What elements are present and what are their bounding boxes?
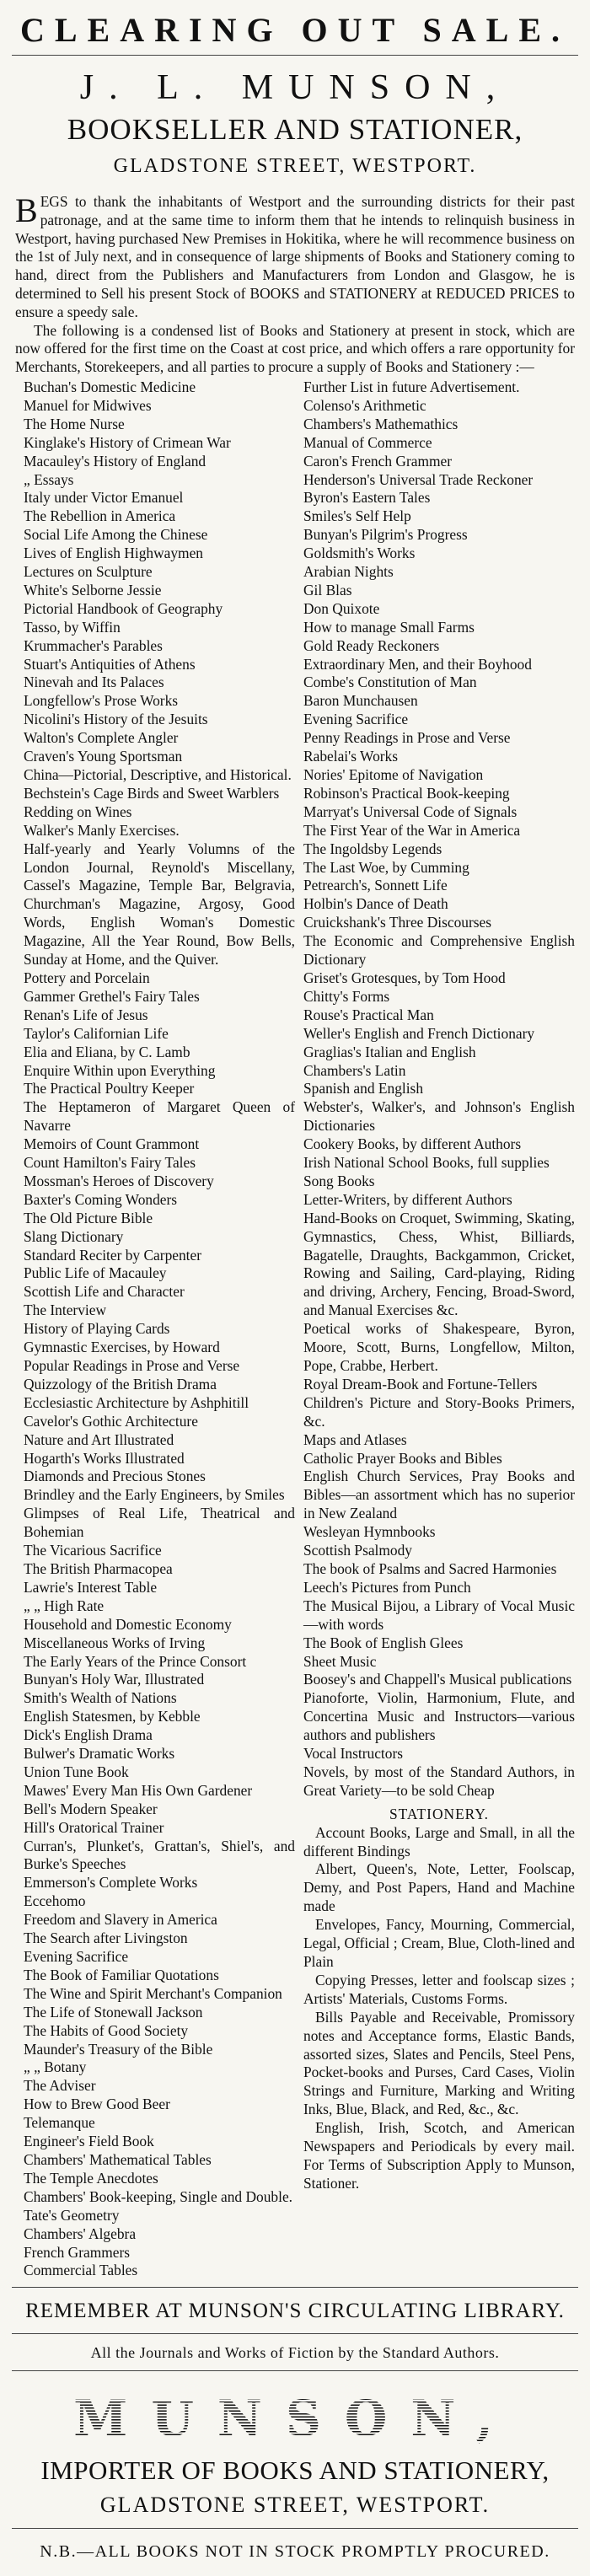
intro-text bbox=[15, 193, 575, 377]
list-item: The Adviser bbox=[24, 2077, 96, 2095]
intro-paragraph-1-text: EGS to thank the inhabitants of Westport and the surrounding districts for their past patronage, and at the same time to inform them that he intends to relinquish business in Westport, having purchased New Premises in Hokitika, where he will recommence business on the 1st of July next, and in consequence of large shipments of Books and Stationery coming to hand, direct from the Publishers and Manufacturers from London and Glasgow, he is determined to Sell his present Stock of BOOKS and STATIONERY at REDUCED PRICES to ensure a speedy sale. bbox=[15, 193, 575, 320]
list-item: Weller's English and French Dictionary bbox=[303, 1024, 535, 1042]
list-item: The Wine and Spirit Merchant's Companion bbox=[24, 1984, 282, 2002]
list-item: Lawrie's Interest Table bbox=[24, 1578, 158, 1596]
shop-address: GLADSTONE STREET, WESTPORT. bbox=[113, 155, 477, 177]
list-item: Vocal Instructors bbox=[303, 1745, 404, 1763]
list-item: Scottish Life and Character bbox=[24, 1283, 185, 1301]
list-item: The British Pharmacopea bbox=[24, 1559, 173, 1577]
list-item: Petrearch's, Sonnett Life bbox=[303, 877, 448, 894]
list-item: Glimpses of Real Life, Theatrical and Bohemian bbox=[24, 1505, 295, 1541]
list-item: Envelopes, Fancy, Mourning, Commercial, Legal, Official ; Cream, Blue, Cloth-lined and Plain bbox=[303, 1916, 575, 1970]
list-item: Rouse's Practical Man bbox=[303, 1006, 434, 1023]
list-item: Graglias's Italian and English bbox=[303, 1043, 476, 1060]
list-item: Household and Domestic Economy bbox=[24, 1615, 232, 1633]
list-item: Hill's Oratorical Trainer bbox=[24, 1818, 164, 1836]
list-item: The Habits of Good Society bbox=[24, 2021, 189, 2039]
list-item: Song Books bbox=[303, 1172, 375, 1189]
list-item: Renan's Life of Jesus bbox=[24, 1006, 148, 1023]
merchant-name: J. L. MUNSON, bbox=[79, 68, 511, 107]
list-item: How to Brew Good Beer bbox=[24, 2096, 170, 2113]
trade-title: BOOKSELLER AND STATIONER, bbox=[67, 113, 523, 146]
list-item: Chambers' Book-keeping, Single and Double. bbox=[24, 2187, 293, 2205]
list-item: Kinglake's History of Crimean War bbox=[24, 433, 231, 451]
book-list-right-items bbox=[303, 378, 575, 1801]
list-item: Irish National School Books, full supplies bbox=[303, 1154, 550, 1172]
list-item: Tasso, by Wiffin bbox=[24, 618, 121, 636]
list-item: The First Year of the War in America bbox=[303, 821, 521, 839]
list-item: Stuart's Antiquities of Athens bbox=[24, 655, 196, 673]
list-item: Tate's Geometry bbox=[24, 2206, 120, 2224]
intro-paragraph-1 bbox=[15, 193, 575, 322]
list-item: English, Irish, Scotch, and American Newspapers and Periodicals by every mail. For Terms of Subscription Apply to Munson, Stationer. bbox=[303, 2119, 575, 2192]
book-list-left bbox=[15, 378, 295, 2280]
list-item: Redding on Wines bbox=[24, 802, 132, 820]
list-item: Mossman's Heroes of Discovery bbox=[24, 1172, 214, 1189]
list-item: Baxter's Coming Wonders bbox=[24, 1190, 178, 1208]
list-item: Wesleyan Hymnbooks bbox=[303, 1523, 436, 1541]
list-item: Freedom and Slavery in America bbox=[24, 1911, 217, 1929]
list-item: Maps and Atlases bbox=[303, 1430, 407, 1448]
divider bbox=[12, 2287, 578, 2288]
list-item: Dick's English Drama bbox=[24, 1726, 153, 1744]
list-item: Slang Dictionary bbox=[24, 1227, 124, 1245]
list-item: The Book of English Glees bbox=[303, 1634, 464, 1651]
list-item: Memoirs of Count Grammont bbox=[24, 1135, 200, 1153]
circulating-library-notice: REMEMBER AT MUNSON'S CIRCULATING LIBRARY. bbox=[25, 2300, 565, 2323]
list-item: Colenso's Arithmetic bbox=[303, 396, 426, 414]
list-item: Pictorial Handbook of Geography bbox=[24, 599, 223, 617]
list-item: Standard Reciter by Carpenter bbox=[24, 1246, 202, 1264]
list-item: Ninevah and Its Palaces bbox=[24, 674, 164, 691]
list-item: Royal Dream-Book and Fortune-Tellers bbox=[303, 1375, 538, 1393]
list-item: Marryat's Universal Code of Signals bbox=[303, 802, 518, 820]
list-item: Poetical works of Shakespeare, Byron, Moore, Scott, Burns, Longfellow, Milton, Pope, Crabbe, Herbert. bbox=[303, 1320, 575, 1374]
list-item: Union Tune Book bbox=[24, 1763, 129, 1780]
list-item: Hogarth's Works Illustrated bbox=[24, 1449, 185, 1467]
list-item: Chambers' Algebra bbox=[24, 2224, 137, 2242]
list-item: The Old Picture Bible bbox=[24, 1209, 153, 1226]
list-item: Don Quixote bbox=[303, 599, 380, 617]
list-item: Diamonds and Precious Stones bbox=[24, 1468, 206, 1485]
headline: CLEARING OUT SALE. bbox=[19, 11, 571, 49]
list-item: Holbin's Dance of Death bbox=[303, 895, 448, 913]
list-item: Hand-Books on Croquet, Swimming, Skating, Gymnastics, Chess, Whist, Billiards, Bagatelle, Draughts, Backgammon, Cricket, Rowing and Sailing, Card-playing, Riding and driving, Archery, Fencing, Broad-Sword, and Manual Exercises &c. bbox=[303, 1209, 575, 1319]
book-list bbox=[15, 378, 575, 2280]
list-item: Gold Ready Reckoners bbox=[303, 636, 440, 654]
list-item: The Vicarious Sacrifice bbox=[24, 1542, 162, 1559]
list-item: „ Essays bbox=[24, 470, 74, 488]
list-item: Chitty's Forms bbox=[303, 987, 390, 1005]
list-item: Boosey's and Chappell's Musical publications bbox=[303, 1671, 572, 1688]
list-item: Pottery and Porcelain bbox=[24, 969, 150, 986]
list-item: Enquire Within upon Everything bbox=[24, 1061, 216, 1079]
list-item: Penny Readings in Prose and Verse bbox=[303, 729, 511, 747]
stationery-title: STATIONERY. bbox=[389, 1805, 489, 1822]
list-item: Miscellaneous Works of Irving bbox=[24, 1634, 206, 1651]
list-item: Longfellow's Prose Works bbox=[24, 692, 179, 710]
list-item: Krummacher's Parables bbox=[24, 636, 163, 654]
list-item: Cookery Books, by different Authors bbox=[303, 1135, 522, 1153]
list-item: Mawes' Every Man His Own Gardener bbox=[24, 1781, 253, 1799]
list-item: Half-yearly and Yearly Volumns of the London Journal, Reynold's Miscellany, Cassel's Magazine, Temple Bar, Belgravia, Churchman's Magazine, Argosy, Good Words, English Woman's Domestic Magazine, All the Year Round, Bow Bells, Sunday at Home, and the Quiver. bbox=[24, 840, 295, 969]
list-item: Count Hamilton's Fairy Tales bbox=[24, 1154, 196, 1172]
list-item: Nicolini's History of the Jesuits bbox=[24, 711, 208, 728]
list-item: Children's Picture and Story-Books Primers, &c. bbox=[303, 1393, 575, 1430]
list-item: Chambers's Latin bbox=[303, 1061, 406, 1079]
list-item: Henderson's Universal Trade Reckoner bbox=[303, 470, 534, 488]
list-item: Albert, Queen's, Note, Letter, Foolscap, Demy, and Post Papers, Hand and Machine made bbox=[303, 1860, 575, 1915]
list-item: Walton's Complete Angler bbox=[24, 729, 179, 747]
list-item: Letter-Writers, by different Authors bbox=[303, 1190, 512, 1208]
list-item: Nories' Epitome of Navigation bbox=[303, 766, 484, 783]
list-item: Webster's, Walker's, and Johnson's English Dictionaries bbox=[303, 1098, 575, 1135]
list-item: Scottish Psalmody bbox=[303, 1542, 412, 1559]
list-item: Leech's Pictures from Punch bbox=[303, 1578, 471, 1596]
list-item: Gymnastic Exercises, by Howard bbox=[24, 1339, 220, 1356]
list-item: Bunyan's Holy War, Illustrated bbox=[24, 1671, 205, 1688]
list-item: The Practical Poultry Keeper bbox=[24, 1080, 195, 1097]
list-item: Bunyan's Pilgrim's Progress bbox=[303, 526, 468, 544]
list-item: Novels, by most of the Standard Authors, in Great Variety—to be sold Cheap bbox=[303, 1763, 575, 1799]
list-item: English Statesmen, by Kebble bbox=[24, 1708, 201, 1725]
list-item: Goldsmith's Works bbox=[303, 545, 416, 562]
list-item: Nature and Art Illustrated bbox=[24, 1430, 174, 1448]
list-item: Macauley's History of England bbox=[24, 452, 206, 470]
book-list-right bbox=[303, 378, 575, 2280]
list-item: Lives of English Highwaymen bbox=[24, 545, 204, 562]
list-item: Baron Munchausen bbox=[303, 692, 418, 710]
list-item: History of Playing Cards bbox=[24, 1320, 170, 1338]
list-item: Quizzology of the British Drama bbox=[24, 1375, 217, 1393]
list-item: Telemanque bbox=[24, 2114, 95, 2132]
list-item: Curran's, Plunket's, Grattan's, Shiel's, and Burke's Speeches bbox=[24, 1837, 295, 1873]
list-item: Smiles's Self Help bbox=[303, 507, 411, 525]
list-item: Arabian Nights bbox=[303, 563, 394, 581]
list-item: Manual of Commerce bbox=[303, 433, 432, 451]
list-item: Sheet Music bbox=[303, 1652, 377, 1670]
list-item: Elia and Eliana, by C. Lamb bbox=[24, 1043, 190, 1060]
list-item: Bell's Modern Speaker bbox=[24, 1800, 158, 1817]
list-item: Rabelai's Works bbox=[303, 748, 399, 765]
list-item: Brindley and the Early Engineers, by Smiles bbox=[24, 1486, 285, 1504]
list-item: Gammer Grethel's Fairy Tales bbox=[24, 987, 200, 1005]
list-item: Popular Readings in Prose and Verse bbox=[24, 1357, 240, 1374]
list-item: Gil Blas bbox=[303, 581, 352, 598]
journals-notice: All the Journals and Works of Fiction by the Standard Authors. bbox=[90, 2344, 500, 2362]
stationery-list bbox=[303, 1824, 575, 2193]
intro-paragraph-2: The following is a condensed list of Books and Stationery at present in stock, which are now offered for the first time on the Coast at cost price, and which offers a rare opportunity for Merchants, Storekeepers, and all parties to procure a supply of Books and Stationery :— bbox=[15, 321, 575, 376]
importer-title: IMPORTER OF BOOKS AND STATIONERY, bbox=[40, 2455, 550, 2486]
list-item: Evening Sacrifice bbox=[24, 1948, 129, 1965]
divider bbox=[12, 2370, 578, 2371]
list-item: Robinson's Practical Book-keeping bbox=[303, 784, 510, 802]
list-item: Evening Sacrifice bbox=[303, 711, 409, 728]
list-item: Commercial Tables bbox=[24, 2262, 138, 2279]
nb-notice: N.B.—ALL BOOKS NOT IN STOCK PROMPTLY PROCURED. bbox=[40, 2542, 550, 2562]
list-item: Emmerson's Complete Works bbox=[24, 1874, 198, 1892]
list-item: Eccehomo bbox=[24, 1892, 86, 1910]
list-item: Extraordinary Men, and their Boyhood bbox=[303, 655, 532, 673]
list-item: Combe's Constitution of Man bbox=[303, 674, 477, 691]
list-item: The Temple Anecdotes bbox=[24, 2169, 158, 2187]
list-item: Bulwer's Dramatic Works bbox=[24, 1745, 175, 1763]
list-item: Public Life of Macauley bbox=[24, 1264, 167, 1282]
list-item: Cruickshank's Three Discourses bbox=[303, 914, 492, 931]
list-item: The Home Nurse bbox=[24, 415, 125, 432]
list-item: „ „ High Rate bbox=[24, 1597, 105, 1614]
list-item: Caron's French Grammer bbox=[303, 452, 453, 470]
list-item: China—Pictorial, Descriptive, and Historical. bbox=[24, 766, 292, 783]
list-item: How to manage Small Farms bbox=[303, 618, 475, 636]
divider bbox=[12, 2333, 578, 2334]
divider bbox=[12, 55, 578, 56]
list-item: The Interview bbox=[24, 1301, 107, 1319]
list-item: The Economic and Comprehensive English Dictionary bbox=[303, 932, 575, 969]
list-item: The Early Years of the Prince Consort bbox=[24, 1652, 247, 1670]
list-item: Catholic Prayer Books and Bibles bbox=[303, 1449, 502, 1467]
list-item: Smith's Wealth of Nations bbox=[24, 1689, 177, 1707]
list-item: The Life of Stonewall Jackson bbox=[24, 2003, 203, 2021]
list-item: „ „ Botany bbox=[24, 2058, 87, 2076]
list-item: Buchan's Domestic Medicine bbox=[24, 378, 196, 395]
list-item: English Church Services, Pray Books and Bibles—an assortment which has no superior in New Zealand bbox=[303, 1468, 575, 1522]
list-item: The Heptameron of Margaret Queen of Navarre bbox=[24, 1098, 295, 1135]
list-item: Copying Presses, letter and foolscap sizes ; Artists' Materials, Customs Forms. bbox=[303, 1971, 575, 2007]
list-item: Engineer's Field Book bbox=[24, 2133, 154, 2150]
list-item: Social Life Among the Chinese bbox=[24, 526, 208, 544]
list-item: Manuel for Midwives bbox=[24, 396, 152, 414]
list-item: Chambers's Mathemathics bbox=[303, 415, 459, 432]
list-item: Bechstein's Cage Birds and Sweet Warblers bbox=[24, 784, 280, 802]
list-item: The book of Psalms and Sacred Harmonies bbox=[303, 1559, 557, 1577]
list-item: The Musical Bijou, a Library of Vocal Music—with words bbox=[303, 1597, 575, 1633]
list-item: Maunder's Treasury of the Bible bbox=[24, 2040, 213, 2058]
list-item: Byron's Eastern Tales bbox=[303, 489, 431, 507]
list-item: Lectures on Sculpture bbox=[24, 563, 153, 581]
list-item: Ecclesiastic Architecture by Ashphitill bbox=[24, 1393, 249, 1411]
list-item: Craven's Young Sportsman bbox=[24, 748, 183, 765]
list-item: Griset's Grotesques, by Tom Hood bbox=[303, 969, 506, 986]
list-item: The Search after Livingston bbox=[24, 1929, 188, 1947]
list-item: Bills Payable and Receivable, Promissory notes and Acceptance forms, Elastic Bands, assorted sizes, Slates and Pencils, Steel Pens, Pocket-books and Purses, Card Cases, Violin Strings and Furniture, Marking and Writing Inks, Blue, Black, and Red, &c., &c. bbox=[303, 2008, 575, 2118]
list-item: The Ingoldsby Legends bbox=[303, 840, 442, 857]
drop-cap: B bbox=[15, 191, 38, 229]
list-item: Account Books, Large and Small, in all the different Bindings bbox=[303, 1823, 575, 1860]
list-item: Chambers' Mathematical Tables bbox=[24, 2150, 212, 2168]
munson-banner: MUNSON, bbox=[15, 2390, 575, 2447]
list-item: The Last Woe, by Cumming bbox=[303, 858, 469, 876]
list-item: Further List in future Advertisement. bbox=[303, 378, 520, 395]
list-item: Taylor's Californian Life bbox=[24, 1024, 169, 1042]
list-item: White's Selborne Jessie bbox=[24, 581, 162, 598]
list-item: Spanish and English bbox=[303, 1080, 424, 1097]
list-item: Walker's Manly Exercises. bbox=[24, 821, 180, 839]
list-item: Cavelor's Gothic Architecture bbox=[24, 1412, 198, 1430]
divider bbox=[12, 2528, 578, 2529]
list-item: Pianoforte, Violin, Harmonium, Flute, and Concertina Music and Instructors—various authors and publishers bbox=[303, 1689, 575, 1744]
list-item: The Rebellion in America bbox=[24, 507, 176, 525]
list-item: Italy under Victor Emanuel bbox=[24, 489, 184, 507]
list-item: The Book of Familiar Quotations bbox=[24, 1966, 219, 1983]
footer-address: GLADSTONE STREET, WESTPORT. bbox=[99, 2493, 491, 2518]
list-item: French Grammers bbox=[24, 2243, 131, 2261]
